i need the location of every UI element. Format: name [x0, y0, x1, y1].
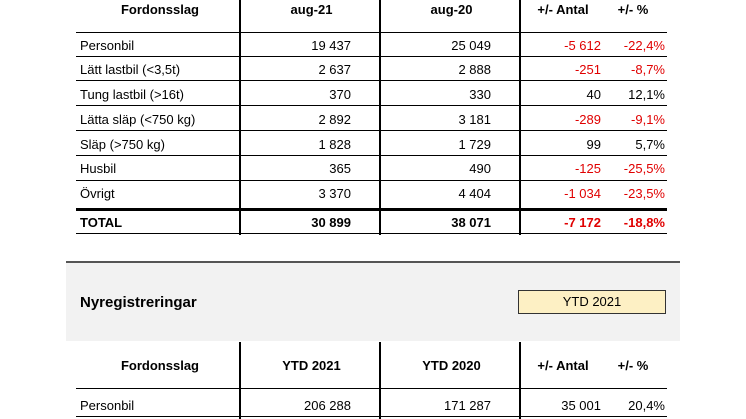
table1-header-rule — [76, 32, 667, 33]
table-row-label: Lätt lastbil (<3,5t) — [80, 62, 181, 77]
table-cell: 4 404 — [458, 186, 491, 201]
header-pct: +/- % — [617, 358, 649, 373]
table-cell: 370 — [329, 87, 351, 102]
total-label: TOTAL — [80, 215, 123, 230]
table-cell: 12,1% — [628, 87, 665, 102]
header-ytd-2021: YTD 2021 — [282, 358, 341, 373]
table-row-label: Lätta släp (<750 kg) — [80, 112, 196, 127]
total-cell: -18,8% — [623, 215, 665, 230]
total-cell: 38 071 — [451, 215, 491, 230]
table-row-label: Övrigt — [80, 186, 115, 201]
table-row-label: Tung lastbil (>16t) — [80, 87, 184, 102]
table-cell: 20,4% — [628, 398, 665, 413]
table-cell: 40 — [586, 87, 601, 102]
table-cell: -289 — [574, 112, 601, 127]
table-cell: -23,5% — [623, 186, 665, 201]
table-row-label: Husbil — [80, 161, 117, 176]
table-cell: 206 288 — [304, 398, 351, 413]
table-cell: -9,1% — [631, 112, 665, 127]
total-cell: 30 899 — [311, 215, 351, 230]
table-cell: 3 370 — [318, 186, 351, 201]
header-aug-20: aug-20 — [430, 2, 473, 17]
table-cell: -1 034 — [564, 186, 601, 201]
table-cell: 490 — [469, 161, 491, 176]
total-cell: -7 172 — [564, 215, 601, 230]
table1-divider — [379, 0, 381, 235]
table-cell: 3 181 — [458, 112, 491, 127]
table-cell: 2 637 — [318, 62, 351, 77]
table-cell: 99 — [586, 137, 601, 152]
table-cell: 1 828 — [318, 137, 351, 152]
table-cell: 171 287 — [444, 398, 491, 413]
table-cell: -8,7% — [631, 62, 665, 77]
table-cell: 19 437 — [311, 38, 351, 53]
table-cell: 2 892 — [318, 112, 351, 127]
table-cell: -25,5% — [623, 161, 665, 176]
table2-divider — [379, 342, 381, 419]
row-rule — [76, 155, 667, 156]
header-pct: +/- % — [617, 2, 649, 17]
table-cell: 365 — [329, 161, 351, 176]
table1-divider — [519, 0, 521, 235]
table-cell: 35 001 — [561, 398, 601, 413]
row-rule — [76, 130, 667, 131]
table-row-label: Släp (>750 kg) — [80, 137, 165, 152]
header-aug-21: aug-21 — [290, 2, 333, 17]
header-ytd-2020: YTD 2020 — [422, 358, 481, 373]
table-cell: -22,4% — [623, 38, 665, 53]
table-cell: 330 — [469, 87, 491, 102]
table-cell: -125 — [574, 161, 601, 176]
table-cell: -5 612 — [564, 38, 601, 53]
table-cell: 5,7% — [635, 137, 665, 152]
header-antal: +/- Antal — [537, 358, 589, 373]
total-rule — [76, 208, 667, 211]
ytd-selector[interactable]: YTD 2021 — [518, 290, 666, 314]
table-cell: 2 888 — [458, 62, 491, 77]
table-row-label: Personbil — [80, 398, 135, 413]
row-rule — [76, 233, 667, 234]
header-fordonsslag: Fordonsslag — [120, 2, 199, 17]
table-row-label: Personbil — [80, 38, 135, 53]
table2-header-rule — [76, 388, 667, 389]
table-cell: 25 049 — [451, 38, 491, 53]
row-rule — [76, 105, 667, 106]
table-cell: 1 729 — [458, 137, 491, 152]
table-cell: -251 — [574, 62, 601, 77]
header-antal: +/- Antal — [537, 2, 589, 17]
row-rule — [76, 180, 667, 181]
section-title: Nyregistreringar — [80, 294, 197, 311]
row-rule — [76, 416, 667, 417]
table2-divider — [519, 342, 521, 419]
row-rule — [76, 80, 667, 81]
row-rule — [76, 56, 667, 57]
header-fordonsslag: Fordonsslag — [120, 358, 199, 373]
